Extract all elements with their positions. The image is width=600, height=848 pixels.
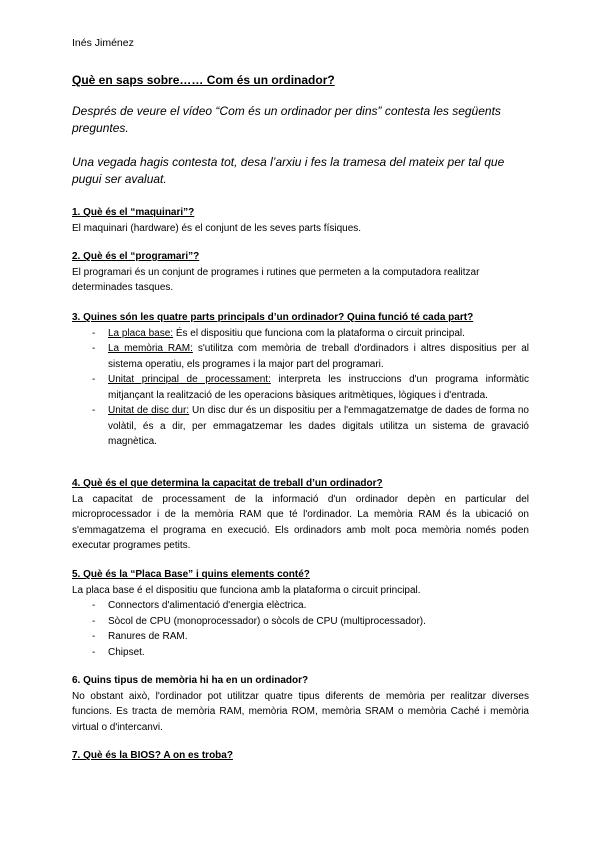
answer-text: No obstant això, l'ordinador pot utilitzar quatre tipus diferents de memòria per realitzar diverses funcions. Es tracta de memòria RAM, memòria ROM, memòria SRAM o memòria Caché i memòria virtual o d'intercanvi.: [72, 690, 529, 733]
term: Unitat principal de processament:: [108, 374, 271, 385]
answer-text: El programari és un conjunt de programes i rutines que permeten a la computadora realitzar determinades tasques.: [72, 266, 480, 293]
parts-list: [72, 326, 529, 450]
list-item: [72, 372, 529, 403]
question-5: [72, 567, 529, 660]
list-item: - Ranures de RAM.: [72, 629, 529, 645]
intro-instruction: Després de veure el vídeo “Com és un ordinador per dins” contesta les següents preguntes.: [72, 104, 501, 135]
question-heading: 4. Què és el que determina la capacitat de treball d’un ordinador?: [72, 478, 383, 489]
question-6: [72, 673, 529, 735]
question-7: [72, 748, 529, 764]
question-heading: 5. Què és la “Placa Base” i quins elements conté?: [72, 569, 310, 580]
question-3: [72, 310, 529, 450]
term: Unitat de disc dur:: [108, 405, 190, 416]
definition: És el dispositiu que funciona com la plataforma o circuit principal.: [173, 327, 465, 339]
question-heading: 2. Què és el “programari”?: [72, 251, 200, 262]
term: La placa base:: [108, 327, 174, 339]
list-item: - Connectors d'alimentació d'energia elèctrica.: [72, 598, 529, 614]
answer-text: El maquinari (hardware) és el conjunt de les seves parts físiques.: [72, 222, 362, 234]
question-heading: 3. Quines són les quatre parts principals d’un ordinador? Quina funció té cada part?: [72, 312, 474, 323]
definition: Un disc dur és un dispositiu per a l'emmagatzematge de dades de forma no volàtil, és a dir, per emmagatzemar les dades digitals utilitza un sistema de gravació magnètica.: [108, 405, 529, 447]
question-2: [72, 249, 529, 296]
question-heading: 1. Què és el “maquinari”?: [72, 207, 195, 218]
list-item: [72, 326, 529, 342]
term: La memòria RAM:: [108, 343, 193, 354]
question-1: [72, 205, 529, 236]
question-4: [72, 476, 529, 554]
list-item: [72, 403, 529, 450]
document-title: Què en saps sobre…… Com és un ordinador?: [72, 73, 335, 87]
question-heading: 7. Què és la BIOS? A on es troba?: [72, 750, 233, 761]
author-name: Inés Jiménez: [72, 37, 134, 49]
answer-text: La placa base é el dispositiu que funciona amb la plataforma o circuit principal.: [72, 584, 421, 596]
intro-submission: Una vegada hagis contesta tot, desa l’arxiu i fes la tramesa del mateix per tal que pugui ser avaluat.: [72, 155, 505, 186]
definition: s'utilitza com memòria de treball d'ordinadors i altres dispositius per al sistema operatiu, els programes i la major part del programari.: [108, 343, 529, 370]
list-item: - Sòcol de CPU (monoprocessador) o sòcols de CPU (multiprocessador).: [72, 614, 529, 630]
list-item: [72, 341, 529, 372]
answer-text: La capacitat de processament de la informació d'un ordinador depèn en particular del microprocessador i de la memòria RAM que té l'ordinador. La memòria RAM és la ubicació on s'emmagatzema el programa en execució. Els ordinadors amb molt poca memòria només poden executar programes petits.: [72, 493, 529, 551]
question-heading: 6. Quins tipus de memòria hi ha en un ordinador?: [72, 675, 309, 686]
list-item: - Chipset.: [72, 645, 529, 661]
definition: interpreta les instruccions d'un programa informàtic mitjançant la realització de les operacions bàsiques aritmètiques, lògiques i d'entrada.: [108, 374, 529, 401]
elements-list: [72, 598, 529, 660]
